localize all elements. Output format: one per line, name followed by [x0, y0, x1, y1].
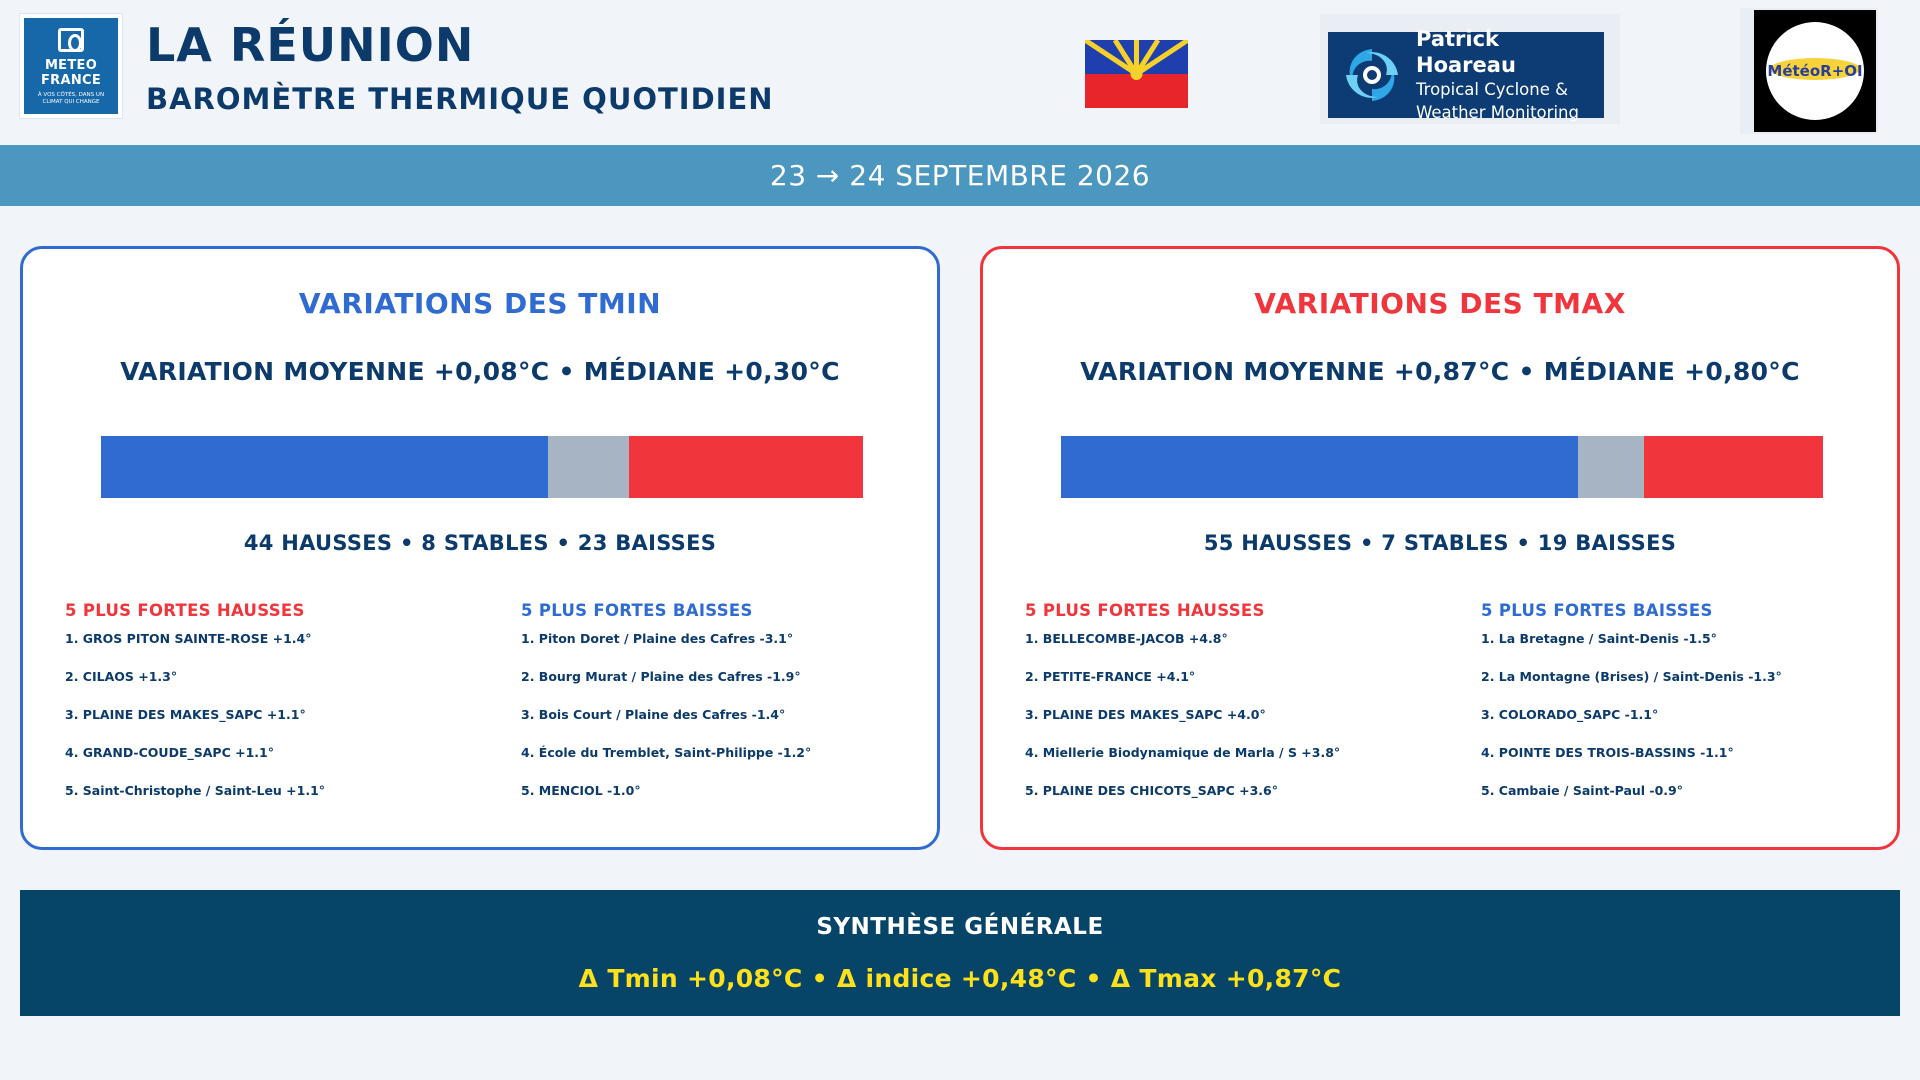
list-item: 5. Cambaie / Saint-Paul -0.9° [1481, 783, 1684, 798]
list-item: 3. PLAINE DES MAKES_SAPC +4.0° [1025, 707, 1266, 722]
meteo-france-logo [20, 14, 122, 118]
tmax-counts: 55 HAUSSES • 7 STABLES • 19 BAISSES [1203, 531, 1677, 555]
tmin-stats: VARIATION MOYENNE +0,08°C • MÉDIANE +0,30°C [120, 357, 840, 386]
page-subtitle: BAROMÈTRE THERMIQUE QUOTIDIEN [146, 82, 774, 116]
synthesis-values: Δ Tmin +0,08°C • Δ indice +0,48°C • Δ Tmax +0,87°C [578, 964, 1342, 993]
patrick-hoareau-logo-inner [1328, 27, 1604, 122]
cyclone-icon [1338, 41, 1406, 109]
tmin-hausses-title: 5 PLUS FORTES HAUSSES [65, 601, 305, 620]
tmin-distribution-bar [101, 436, 863, 498]
list-item: 5. PLAINE DES CHICOTS_SAPC +3.6° [1025, 783, 1278, 798]
meteo-france-tagline: À VOS CÔTÉS, DANS UN CLIMAT QUI CHANGE [37, 92, 105, 105]
patrick-hoareau-logo [1320, 14, 1620, 124]
meteor-oi-logo [1740, 8, 1878, 134]
list-item: 4. GRAND-COUDE_SAPC +1.1° [65, 745, 274, 760]
list-item: 4. POINTE DES TROIS-BASSINS -1.1° [1481, 745, 1734, 760]
baisses-segment [629, 436, 863, 498]
meteor-oi-text: MétéoR+OI [1767, 62, 1863, 80]
tmax-title: VARIATIONS DES TMAX [1254, 287, 1626, 320]
hausses-segment [1061, 436, 1578, 498]
list-item: 2. PETITE-FRANCE +4.1° [1025, 669, 1196, 684]
tmin-counts: 44 HAUSSES • 8 STABLES • 23 BAISSES [243, 531, 717, 555]
baisses-segment [1644, 436, 1823, 498]
stables-segment [548, 436, 629, 498]
patrick-hoareau-name: Patrick Hoareau [1416, 27, 1516, 77]
tmin-hausses-list [65, 601, 485, 820]
patrick-hoareau-desc: Tropical Cyclone & [1416, 80, 1568, 99]
meteo-france-logo-text: METEO [44, 58, 98, 73]
meteo-france-logo-text: FRANCE [40, 73, 102, 88]
synthesis-title: SYNTHÈSE GÉNÉRALE [816, 914, 1104, 940]
hausses-segment [101, 436, 548, 498]
tmax-baisses-list [1481, 601, 1901, 820]
tmin-baisses-title: 5 PLUS FORTES BAISSES [521, 601, 753, 620]
tmax-hausses-title: 5 PLUS FORTES HAUSSES [1025, 601, 1265, 620]
tmax-stats: VARIATION MOYENNE +0,87°C • MÉDIANE +0,80°C [1080, 357, 1800, 386]
date-range-band [0, 145, 1920, 206]
list-item: 1. La Bretagne / Saint-Denis -1.5° [1481, 631, 1717, 646]
list-item: 3. PLAINE DES MAKES_SAPC +1.1° [65, 707, 306, 722]
tmax-hausses-list [1025, 601, 1445, 820]
tmin-panel [20, 246, 940, 850]
list-item: 2. La Montagne (Brises) / Saint-Denis -1.3° [1481, 669, 1782, 684]
list-item: 3. COLORADO_SAPC -1.1° [1481, 707, 1659, 722]
meteor-oi-logo-inner [1754, 10, 1876, 132]
tmax-baisses-title: 5 PLUS FORTES BAISSES [1481, 601, 1713, 620]
list-item: 5. MENCIOL -1.0° [521, 783, 641, 798]
tmin-title: VARIATIONS DES TMIN [298, 287, 662, 320]
tmin-baisses-list [521, 601, 941, 820]
list-item: 1. GROS PITON SAINTE-ROSE +1.4° [65, 631, 312, 646]
tmax-distribution-bar [1061, 436, 1823, 498]
list-item: 5. Saint-Christophe / Saint-Leu +1.1° [65, 783, 326, 798]
list-item: 2. Bourg Murat / Plaine des Cafres -1.9° [521, 669, 801, 684]
stables-segment [1578, 436, 1644, 498]
patrick-hoareau-desc: Weather Monitoring [1416, 103, 1579, 122]
list-item: 2. CILAOS +1.3° [65, 669, 178, 684]
list-item: 3. Bois Court / Plaine des Cafres -1.4° [521, 707, 786, 722]
page-title: LA RÉUNION [146, 18, 475, 72]
header [0, 0, 1920, 145]
date-range: 23 → 24 SEPTEMBRE 2026 [769, 159, 1151, 192]
flag-reunion-icon [1085, 40, 1188, 108]
list-item: 1. Piton Doret / Plaine des Cafres -3.1° [521, 631, 794, 646]
list-item: 4. École du Tremblet, Saint-Philippe -1.2° [521, 745, 812, 760]
meteo-france-emblem-icon [58, 28, 84, 52]
tmax-panel [980, 246, 1900, 850]
synthesis-panel [20, 890, 1900, 1016]
list-item: 1. BELLECOMBE-JACOB +4.8° [1025, 631, 1228, 646]
meteor-oi-circle [1766, 22, 1864, 120]
list-item: 4. Miellerie Biodynamique de Marla / S +3.8° [1025, 745, 1341, 760]
